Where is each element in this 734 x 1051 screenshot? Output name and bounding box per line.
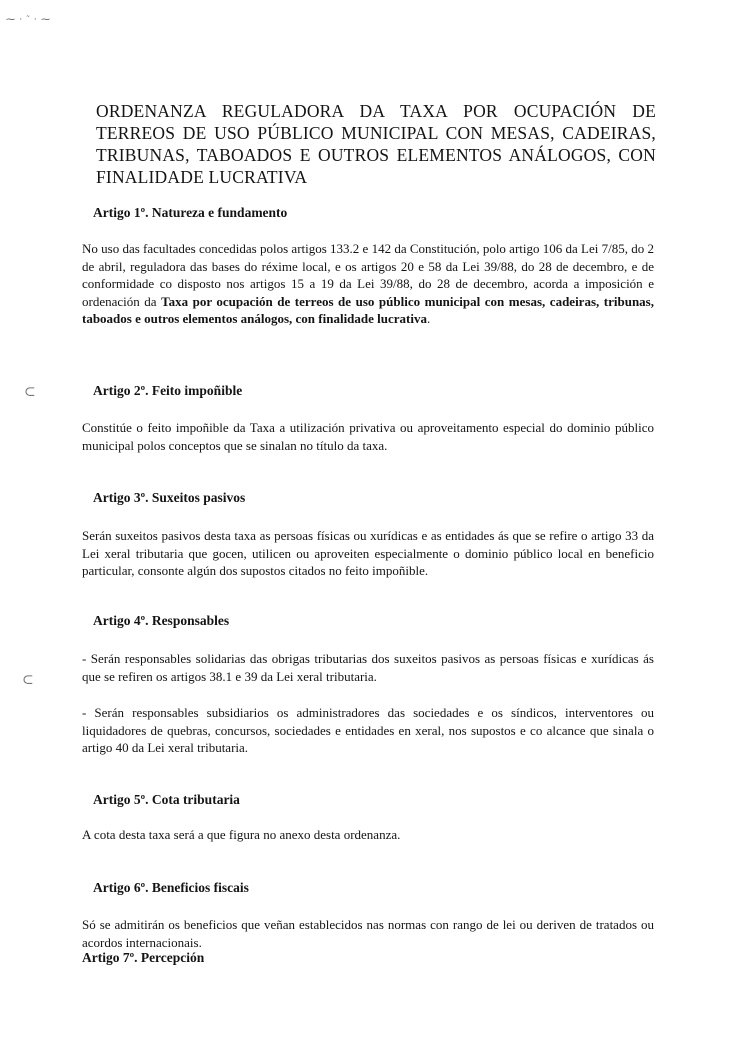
margin-mark: ⊂ (22, 673, 34, 688)
article-2-heading: Artigo 2º. Feito impoñible (93, 383, 243, 398)
article-5-heading: Artigo 5º. Cota tributaria (93, 792, 240, 807)
article-3-heading: Artigo 3º. Suxeitos pasivos (93, 490, 246, 505)
article-1-heading: Artigo 1º. Natureza e fundamento (93, 205, 288, 220)
article-6-heading: Artigo 6º. Beneficios fiscais (93, 880, 249, 895)
article-4-heading: Artigo 4º. Responsables (93, 613, 230, 628)
article-4-paragraph-2: - Serán responsables subsidiarios os administradores das sociedades e os síndicos, interventores ou liquidadores de quebras, concursos, sociedades e entidades en xeral, nos supostos e co alcance que sinala o artigo 40 da Lei xeral tributaria. (82, 705, 654, 755)
document-title: ORDENANZA REGULADORA DA TAXA POR OCUPACIÓN DE TERREOS DE USO PÚBLICO MUNICIPAL CON MESAS, CADEIRAS, TRIBUNAS, TABOADOS E OUTROS ELEMENTOS ANÁLOGOS, CON FINALIDADE LUCRATIVA (96, 101, 656, 187)
article-5-paragraph: A cota desta taxa será a que figura no anexo desta ordenanza. (82, 827, 401, 842)
article-4-paragraph-1: - Serán responsables solidarias das obrigas tributarias dos suxeitos pasivos as persoas físicas e xurídicas ás que se refiren os artigos 38.1 e 39 da Lei xeral tributaria. (82, 651, 654, 684)
article-2-paragraph: Constitúe o feito impoñible da Taxa a utilización privativa ou aproveitamento especial do dominio público municipal polos conceptos que se sinalan no título da taxa. (82, 420, 654, 453)
article-1-tax-name: Taxa por ocupación de terreos de uso público municipal con mesas, cadeiras, tribunas, taboados e outros elementos análogos, con finalidade lucrativa (82, 293, 654, 326)
article-6-paragraph: Só se admitirán os beneficios que veñan establecidos nas normas con rango de lei ou deriven de tratados ou acordos internacionais. (82, 917, 654, 950)
article-1-paragraph (82, 240, 654, 328)
article-3-paragraph: Serán suxeitos pasivos desta taxa as persoas físicas ou xurídicas e as entidades ás que se refire o artigo 33 da Lei xeral tributaria que gocen, utilicen ou aproveiten especialmente o dominio público local en beneficio particular, consonte algún dos supostos citados no feito impoñible. (82, 528, 654, 578)
margin-mark: ⊂ (24, 385, 36, 400)
article-1-text-end: . (427, 311, 431, 326)
article-1-text: No uso das facultades concedidas polos artigos 133.2 e 142 da Constitución, polo artigo 106 da Lei 7/85, do 2 de abril, reguladora das bases do réxime local, e os artigos 20 e 58 da Lei 39/88, do 28 de decembro, e de conformidade co disposto nos artigos 15 a 19 da Lei 39/88, do 28 de decembro, acorda a imposición e ordenación da (82, 241, 654, 309)
article-7-heading: Artigo 7º. Percepción (82, 950, 205, 965)
scan-artifact: ⁓ · ˜ · ⁓ (6, 14, 51, 24)
